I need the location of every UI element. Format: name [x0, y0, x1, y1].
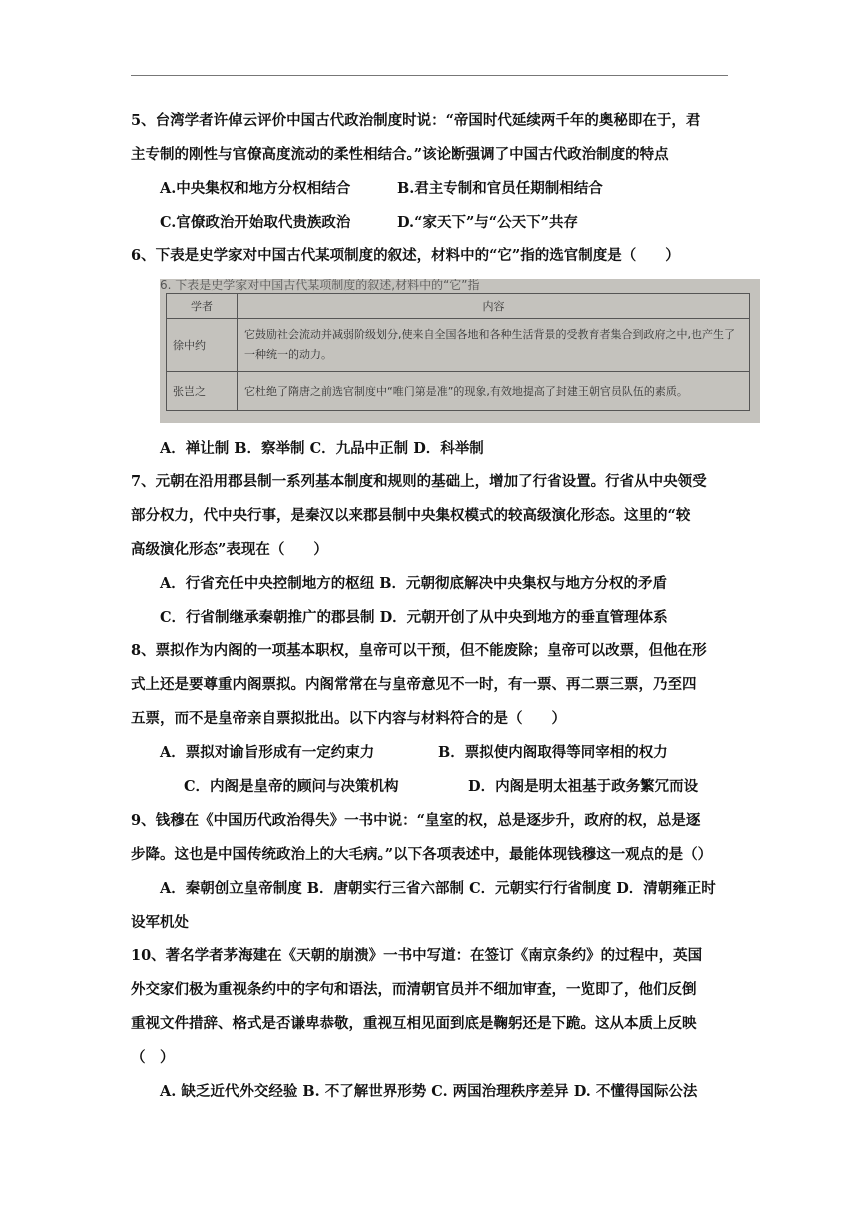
q6-stem: 6、下表是史学家对中国古代某项制度的叙述，材料中的“它”指的选官制度是（ ） — [131, 247, 680, 264]
q5-stem-line-2: 主专制的刚性与官僚高度流动的柔性相结合。”该论断强调了中国古代政治制度的特点 — [131, 146, 669, 163]
header-rule — [131, 75, 728, 76]
q10-stem-line-3: 重视文件措辞、格式是否谦卑恭敬，重视互相见面到底是鞠躬还是下跪。这从本质上反映 — [131, 1015, 697, 1032]
table-row — [167, 319, 750, 372]
q9-options-line-2: 设军机处 — [131, 914, 189, 931]
table-cell-content: 它鼓励社会流动并减弱阶级划分,使来自全国各地和各种生活背景的受教育者集合到政府之中,也产生了一种统一的动力。 — [238, 319, 750, 372]
q6-options: A．禅让制 B．察举制 C．九品中正制 D．科举制 — [160, 440, 484, 457]
table-header-scholar: 学者 — [167, 294, 238, 319]
q5-option-c: C.官僚政治开始取代贵族政治 — [160, 214, 351, 231]
q10-stem-line-1: 10、著名学者茅海建在《天朝的崩溃》一书中写道：在签订《南京条约》的过程中，英国 — [131, 947, 703, 964]
q8-option-b: B．票拟使内阁取得等同宰相的权力 — [438, 744, 668, 761]
q5-option-b: B.君主专制和官员任期制相结合 — [397, 180, 603, 197]
q8-option-c: C．内阁是皇帝的顾问与决策机构 — [184, 778, 399, 795]
q8-stem-line-2: 式上还是要尊重内阁票拟。内阁常常在与皇帝意见不一时，有一票、再二票三票，乃至四 — [131, 676, 697, 693]
q10-stem-line-4: （ ） — [131, 1049, 175, 1066]
q6-table-photo — [160, 279, 760, 423]
q5-stem-line-1: 5、台湾学者许倬云评价中国古代政治制度时说：“帝国时代延续两千年的奥秘即在于，君 — [131, 112, 701, 129]
q7-stem-line-2: 部分权力，代中央行事，是秦汉以来郡县制中央集权模式的较高级演化形态。这里的“较 — [131, 507, 691, 524]
q5-option-a: A.中央集权和地方分权相结合 — [160, 180, 351, 197]
q10-stem-line-2: 外交家们极为重视条约中的字句和语法，而清朝官员并不细加审查，一览即了，他们反倒 — [131, 981, 697, 998]
table-cell-scholar: 徐中约 — [167, 319, 238, 372]
q8-option-a: A．票拟对谕旨形成有一定约束力 — [160, 744, 375, 761]
q9-options-line-1: A．秦朝创立皇帝制度 B．唐朝实行三省六部制 C．元朝实行行省制度 D．清朝雍正时 — [160, 880, 716, 897]
table-cell-content: 它杜绝了隋唐之前选官制度中“唯门第是准”的现象,有效地提高了封建王朝官员队伍的素质。 — [238, 372, 750, 411]
q8-option-d: D．内阁是明太祖基于政务繁冗而设 — [468, 778, 699, 795]
table-row — [167, 372, 750, 411]
q9-stem-line-1: 9、钱穆在《中国历代政治得失》一书中说：“皇室的权，总是逐步升，政府的权，总是逐 — [131, 812, 701, 829]
q5-option-d: D.“家天下”与“公天下”共存 — [397, 214, 578, 231]
q8-stem-line-3: 五票，而不是皇帝亲自票拟批出。以下内容与材料符合的是（ ） — [131, 710, 566, 727]
q6-photo-cutoff-text: 6. 下表是史学家对中国古代某项制度的叙述,材料中的“它”指 — [160, 279, 480, 292]
q7-stem-line-3: 高级演化形态”表现在（ ） — [131, 541, 328, 558]
q8-stem-line-1: 8、票拟作为内阁的一项基本职权，皇帝可以干预，但不能废除；皇帝可以改票，但他在形 — [131, 642, 707, 659]
q7-options-ab: A．行省充任中央控制地方的枢纽 B．元朝彻底解决中央集权与地方分权的矛盾 — [160, 575, 668, 592]
q10-options: A. 缺乏近代外交经验 B. 不了解世界形势 C. 两国治理秩序差异 D. 不懂得国际公法 — [160, 1083, 698, 1100]
q6-scholar-table — [166, 293, 750, 411]
table-header-content: 内容 — [238, 294, 750, 319]
q7-options-cd: C．行省制继承秦朝推广的郡县制 D．元朝开创了从中央到地方的垂直管理体系 — [160, 609, 668, 626]
q9-stem-line-2: 步降。这也是中国传统政治上的大毛病。”以下各项表述中，最能体现钱穆这一观点的是（） — [131, 846, 713, 863]
q7-stem-line-1: 7、元朝在沿用郡县制一系列基本制度和规则的基础上，增加了行省设置。行省从中央领受 — [131, 473, 707, 490]
table-cell-scholar: 张岂之 — [167, 372, 238, 411]
